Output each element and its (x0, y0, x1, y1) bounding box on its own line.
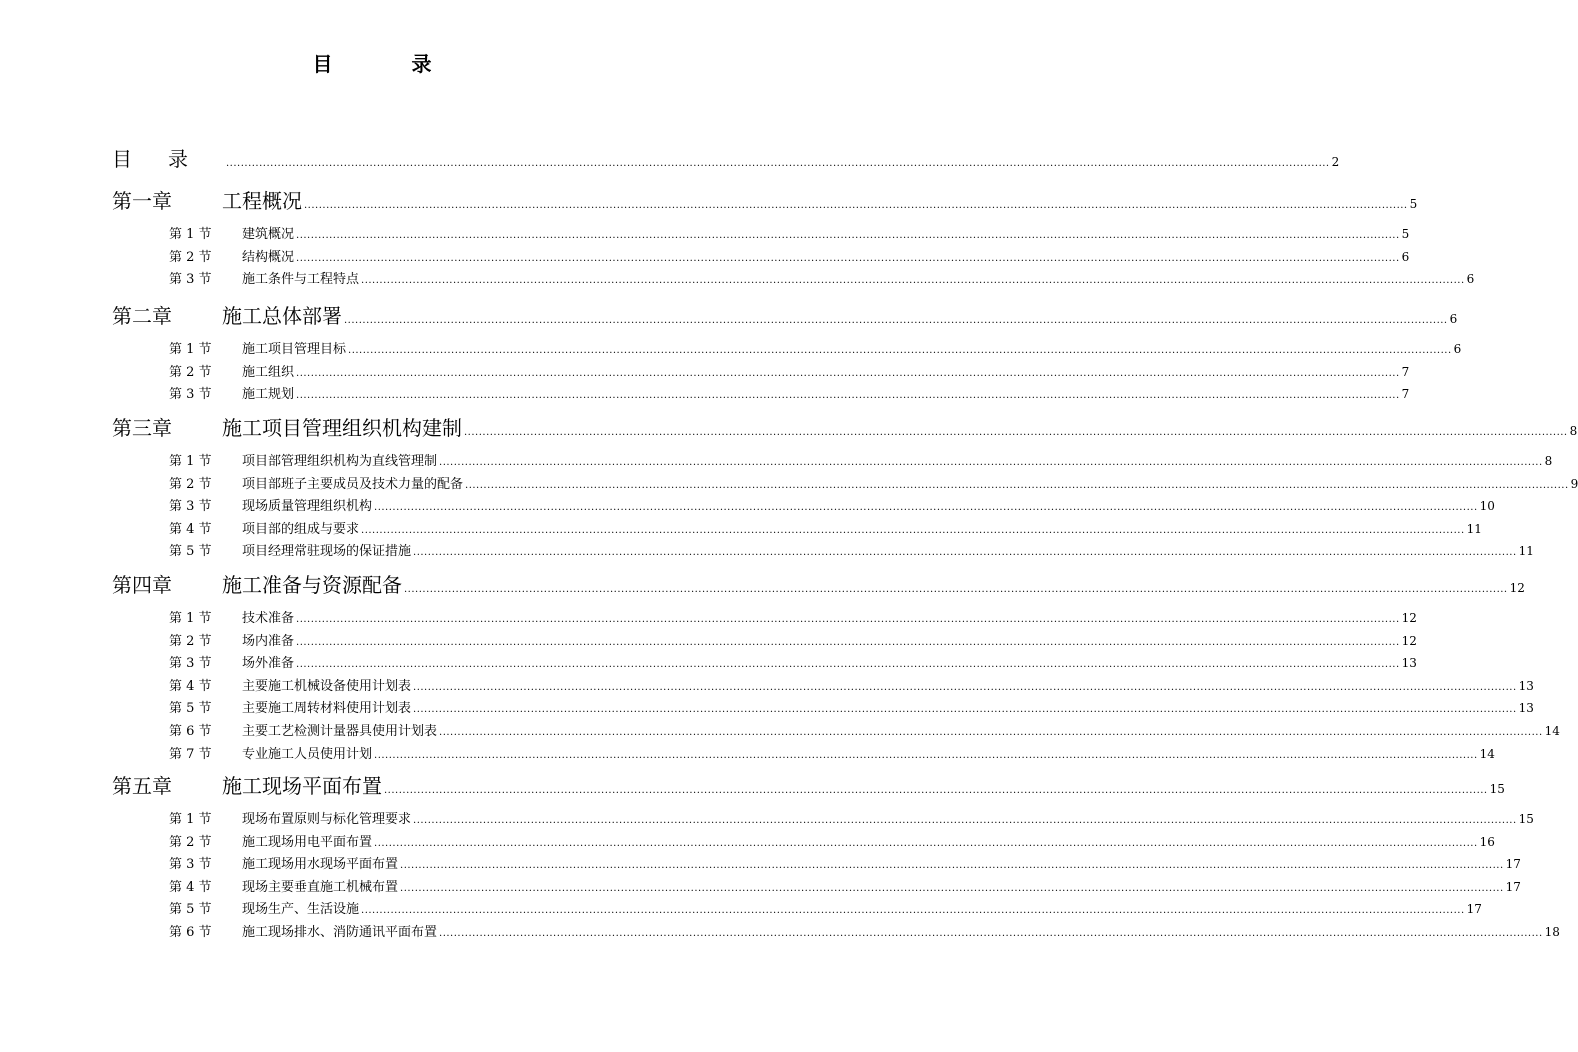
toc-section-number: 第 5 节 (169, 544, 212, 560)
toc-section[interactable] (169, 921, 1560, 940)
toc-section-number: 第 1 节 (169, 812, 212, 827)
toc-page-number: 12 (1509, 581, 1525, 595)
toc-page-number: 15 (1518, 812, 1534, 826)
toc-page-number: 6 (1466, 272, 1475, 287)
toc-section-title: 施工项目管理目标 (242, 342, 347, 357)
dot-leader: ............................................................................................................................................................................................................................................................................................................ (413, 681, 1517, 693)
toc-chapter-title: 施工项目管理组织机构建制 (222, 416, 462, 440)
toc-section[interactable] (169, 652, 1417, 672)
toc-section[interactable] (169, 518, 1482, 537)
toc-page-number: 8 (1569, 424, 1578, 438)
dot-leader: ............................................................................................................................................................................................................................................................................................................ (413, 547, 1517, 559)
toc-section[interactable] (169, 607, 1417, 626)
dot-leader: ............................................................................................................................................................................................................................................................................................................ (226, 158, 1330, 169)
dot-leader: ............................................................................................................................................................................................................................................................................................................ (384, 785, 1488, 796)
toc-section-title: 施工条件与工程特点 (242, 272, 360, 288)
toc-chapter-title: 施工现场平面布置 (222, 774, 382, 798)
toc-section[interactable] (169, 246, 1410, 265)
toc-section[interactable] (169, 697, 1534, 717)
toc-section[interactable] (169, 898, 1482, 918)
toc-chapter-3[interactable] (112, 412, 1578, 441)
toc-section[interactable] (169, 743, 1495, 762)
toc-entry-contents[interactable] (112, 143, 1340, 172)
toc-section-title: 主要施工周转材料使用计划表 (242, 701, 412, 717)
toc-page-number: 6 (1453, 342, 1462, 356)
toc-section[interactable] (169, 540, 1534, 560)
toc-page-number: 10 (1479, 499, 1495, 514)
toc-section-number: 第 1 节 (169, 454, 212, 469)
toc-section[interactable] (169, 808, 1534, 827)
dot-leader: ............................................................................................................................................................................................................................................................................................................ (413, 704, 1517, 716)
toc-page-number: 7 (1401, 364, 1410, 379)
toc-section-number: 第 2 节 (169, 249, 212, 265)
toc-section-title: 施工现场用水现场平面布置 (242, 857, 399, 873)
toc-section-number: 第 6 节 (169, 724, 212, 739)
toc-section-title: 项目部的组成与要求 (242, 521, 360, 537)
toc-page-number: 6 (1401, 249, 1410, 264)
dot-leader: ............................................................................................................................................................................................................................................................................................................ (296, 252, 1400, 264)
dot-leader: ............................................................................................................................................................................................................................................................................................................ (413, 815, 1517, 826)
dot-leader: ............................................................................................................................................................................................................................................................................................................ (439, 727, 1543, 738)
toc-section-number: 第 6 节 (169, 925, 212, 940)
toc-section-number: 第 4 节 (169, 521, 212, 537)
toc-page-number: 15 (1489, 782, 1505, 796)
toc-section[interactable] (169, 495, 1495, 515)
toc-section-title: 现场生产、生活设施 (242, 902, 360, 918)
toc-page-number: 13 (1518, 701, 1534, 716)
toc-section-title: 技术准备 (242, 611, 295, 626)
dot-leader: ............................................................................................................................................................................................................................................................................................................ (374, 837, 1478, 849)
toc-chapter-1[interactable] (112, 185, 1418, 214)
dot-leader: ............................................................................................................................................................................................................................................................................................................ (296, 636, 1400, 648)
dot-leader: ............................................................................................................................................................................................................................................................................................................ (465, 479, 1569, 491)
dot-leader: ............................................................................................................................................................................................................................................................................................................ (296, 230, 1400, 241)
toc-chapter-number: 第五章 (112, 774, 172, 798)
dot-leader: ............................................................................................................................................................................................................................................................................................................ (374, 749, 1478, 761)
dot-leader: ............................................................................................................................................................................................................................................................................................................ (439, 928, 1543, 939)
toc-section[interactable] (169, 876, 1521, 895)
toc-section[interactable] (169, 853, 1521, 873)
toc-section-title: 施工组织 (242, 364, 295, 380)
toc-section-title: 结构概况 (242, 249, 295, 265)
toc-section-title: 施工现场排水、消防通讯平面布置 (242, 925, 438, 940)
toc-page-number: 5 (1401, 227, 1410, 241)
dot-leader: ............................................................................................................................................................................................................................................................................................................ (374, 502, 1478, 514)
toc-section-number: 第 2 节 (169, 364, 212, 380)
dot-leader: ............................................................................................................................................................................................................................................................................................................ (439, 457, 1543, 468)
toc-section-title: 施工规划 (242, 387, 295, 403)
toc-page-number: 2 (1331, 155, 1340, 169)
toc-page-number: 13 (1518, 678, 1534, 693)
dot-leader: ............................................................................................................................................................................................................................................................................................................ (348, 345, 1452, 356)
toc-section-title: 现场质量管理组织机构 (242, 499, 373, 515)
toc-page-number: 16 (1479, 834, 1495, 849)
dot-leader: ............................................................................................................................................................................................................................................................................................................ (361, 275, 1465, 287)
toc-section[interactable] (169, 675, 1534, 694)
toc-section-number: 第 1 节 (169, 342, 212, 357)
toc-chapter-title: 工程概况 (222, 189, 302, 213)
toc-section[interactable] (169, 338, 1462, 357)
toc-page-number: 17 (1466, 902, 1482, 917)
toc-page-number: 17 (1505, 857, 1521, 872)
toc-section-number: 第 1 节 (169, 611, 212, 626)
toc-section-number: 第 2 节 (169, 834, 212, 850)
toc-section-number: 第 2 节 (169, 633, 212, 649)
toc-chapter-5[interactable] (112, 770, 1505, 799)
toc-section[interactable] (169, 473, 1578, 492)
dot-leader: ............................................................................................................................................................................................................................................................................................................ (400, 882, 1504, 894)
toc-page-number: 17 (1505, 879, 1521, 894)
toc-page-number: 6 (1449, 312, 1458, 326)
toc-section-number: 第 4 节 (169, 879, 212, 895)
toc-page-number: 11 (1466, 521, 1482, 536)
toc-section-title: 现场布置原则与标化管理要求 (242, 812, 412, 827)
toc-chapter-title: 施工总体部署 (222, 304, 342, 328)
toc-section[interactable] (169, 450, 1553, 469)
toc-section-number: 第 7 节 (169, 746, 212, 762)
toc-section[interactable] (169, 720, 1560, 739)
toc-section-title: 现场主要垂直施工机械布置 (242, 879, 399, 895)
toc-section-title: 项目部管理组织机构为直线管理制 (242, 454, 438, 469)
toc-section[interactable] (169, 361, 1410, 380)
toc-chapter-number: 第二章 (112, 304, 172, 328)
toc-section-number: 第 4 节 (169, 678, 212, 694)
toc-page-number: 12 (1401, 633, 1417, 648)
toc-section-number: 第 5 节 (169, 701, 212, 717)
dot-leader: ............................................................................................................................................................................................................................................................................................................ (296, 367, 1400, 379)
toc-section[interactable] (169, 223, 1410, 242)
toc-section-title: 场内准备 (242, 633, 295, 649)
toc-page-number: 8 (1544, 454, 1553, 468)
toc-chapter-title: 施工准备与资源配备 (222, 573, 402, 597)
toc-page-number: 13 (1401, 656, 1417, 671)
toc-section-title: 专业施工人员使用计划 (242, 746, 373, 762)
toc-section[interactable] (169, 831, 1495, 850)
toc-section-number: 第 3 节 (169, 387, 212, 403)
toc-page-number: 9 (1570, 476, 1578, 491)
toc-section-number: 第 2 节 (169, 476, 212, 492)
toc-chapter-2[interactable] (112, 300, 1458, 329)
toc-section[interactable] (169, 268, 1475, 288)
toc-page-number: 11 (1518, 544, 1534, 559)
toc-page-number: 14 (1544, 724, 1560, 738)
toc-page-number: 7 (1401, 387, 1410, 402)
dot-leader: ............................................................................................................................................................................................................................................................................................................ (361, 905, 1465, 917)
toc-section-title: 项目部班子主要成员及技术力量的配备 (242, 476, 464, 492)
toc-section-title: 场外准备 (242, 656, 295, 672)
dot-leader: ............................................................................................................................................................................................................................................................................................................ (296, 659, 1400, 671)
toc-page-number: 18 (1544, 925, 1560, 939)
dot-leader: ............................................................................................................................................................................................................................................................................................................ (296, 614, 1400, 625)
dot-leader: ............................................................................................................................................................................................................................................................................................................ (400, 860, 1504, 872)
dot-leader: ............................................................................................................................................................................................................................................................................................................ (304, 200, 1408, 211)
dot-leader: ............................................................................................................................................................................................................................................................................................................ (344, 315, 1448, 326)
toc-section-title: 施工现场用电平面布置 (242, 834, 373, 850)
toc-page-number: 12 (1401, 611, 1417, 625)
toc-section-title: 主要工艺检测计量器具使用计划表 (242, 724, 438, 739)
toc-section-number: 第 5 节 (169, 902, 212, 918)
toc-chapter-4[interactable] (112, 569, 1525, 598)
dot-leader: ............................................................................................................................................................................................................................................................................................................ (404, 584, 1508, 595)
toc-page-number: 5 (1409, 197, 1418, 211)
dot-leader: ............................................................................................................................................................................................................................................................................................................ (464, 427, 1568, 438)
toc-section[interactable] (169, 630, 1417, 649)
toc-section-number: 第 3 节 (169, 857, 212, 873)
dot-leader: ............................................................................................................................................................................................................................................................................................................ (296, 390, 1400, 402)
toc-chapter-number: 第三章 (112, 416, 172, 440)
toc-chapter-number: 第四章 (112, 573, 172, 597)
toc-section-number: 第 3 节 (169, 499, 212, 515)
toc-section-title: 主要施工机械设备使用计划表 (242, 678, 412, 694)
page-title: 目 录 (312, 52, 468, 76)
dot-leader: ............................................................................................................................................................................................................................................................................................................ (361, 524, 1465, 536)
toc-section-number: 第 1 节 (169, 227, 212, 242)
toc-section[interactable] (169, 383, 1410, 403)
toc-section-number: 第 3 节 (169, 656, 212, 672)
toc-entry-title: 目录 (112, 147, 224, 171)
toc-section-title: 建筑概况 (242, 227, 295, 242)
toc-section-title: 项目经理常驻现场的保证措施 (242, 544, 412, 560)
toc-chapter-number: 第一章 (112, 189, 172, 213)
toc-section-number: 第 3 节 (169, 272, 212, 288)
toc-page-number: 14 (1479, 746, 1495, 761)
